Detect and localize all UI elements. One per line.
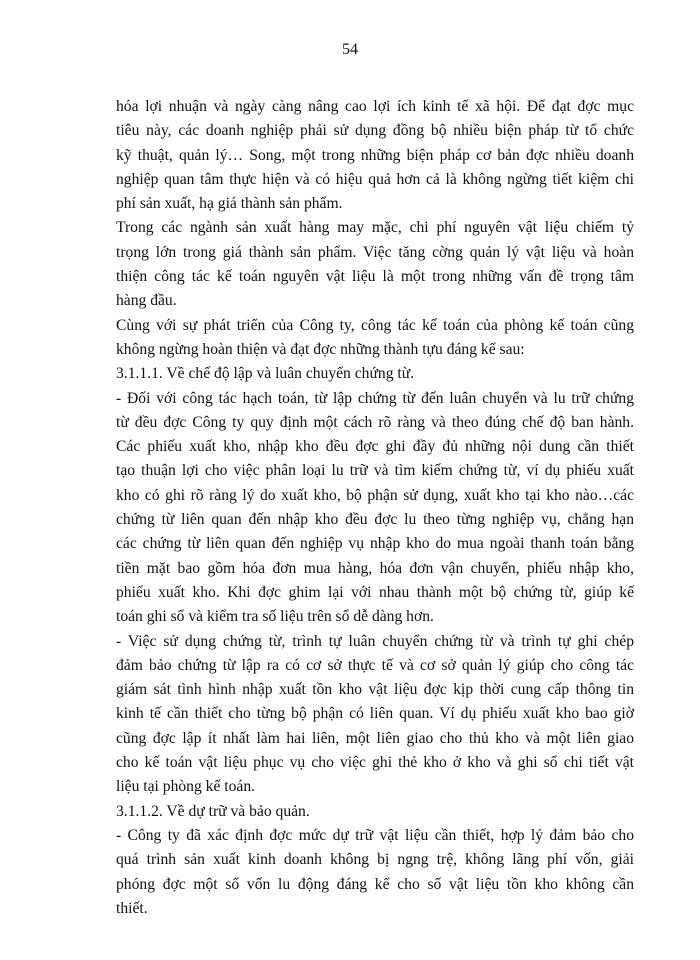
text-line: đảm bảo chứng từ lập ra có cơ sở thực tế và cơ sở quản lý giúp cho công tác bbox=[116, 656, 634, 674]
text-line: từ đều đợc Công ty quy định một cách rõ ràng và theo đúng chế độ ban hành. bbox=[116, 413, 634, 431]
text-line: chứng từ liên quan đến nhập kho đều đợc lu theo từng nghiệp vụ, chẳng hạn bbox=[116, 511, 634, 529]
text-line: thiết. bbox=[116, 899, 148, 917]
text-line: toán ghi sổ và kiểm tra số liệu trên sổ dễ dàng hơn. bbox=[116, 608, 434, 626]
document-body bbox=[116, 95, 634, 921]
text-line: không ngừng hoàn thiện và đạt đợc những thành tựu đáng kể sau: bbox=[116, 340, 525, 358]
text-line: kỹ thuật, quản lý… Song, một trong những biện pháp cơ bản đợc nhiều doanh bbox=[116, 146, 634, 164]
text-line: - Đối với công tác hạch toán, từ lập chứng từ đến luân chuyển và lu trữ chứng bbox=[116, 389, 634, 407]
text-line: phóng đợc một số vốn lu động đáng kể cho số vật liệu tồn kho không cần bbox=[116, 875, 634, 893]
text-line: giám sát tình hình nhập xuất tồn kho vật liệu đợc kịp thời cung cấp thông tin bbox=[116, 681, 634, 699]
text-line: Trong các ngành sản xuất hàng may mặc, chi phí nguyên vật liệu chiếm tỷ bbox=[116, 219, 634, 237]
text-line: liệu tại phòng kế toán. bbox=[116, 778, 256, 796]
text-line: các chứng từ liên quan đến nghiệp vụ nhập kho do mua ngoài thanh toán bằng bbox=[116, 535, 634, 553]
text-line: - Công ty đã xác định đợc mức dự trữ vật liệu cần thiết, hợp lý đảm bảo cho bbox=[116, 826, 634, 844]
text-line: 3.1.1.1. Về chế độ lập và luân chuyển chứng từ. bbox=[116, 365, 415, 383]
text-line: tạo thuận lợi cho việc phân loại lu trữ và tìm kiếm chứng từ, ví dụ phiếu xuất bbox=[116, 462, 634, 480]
text-line: thiện công tác kế toán nguyên vật liệu là một trong những vấn đề trọng tâm bbox=[116, 268, 634, 286]
text-line: nghiệp quan tâm thực hiện và có hiệu quả hơn cả là không ngừng tiết kiệm chi bbox=[116, 170, 634, 188]
text-line: cũng đợc lập ít nhất làm hai liên, một liên giao cho thủ kho và một liên giao bbox=[116, 729, 634, 747]
text-line: tiêu này, các doanh nghiệp phải sử dụng đồng bộ nhiều biện pháp từ tổ chức bbox=[116, 122, 634, 140]
text-line: 3.1.1.2. Về dự trữ và bảo quản. bbox=[116, 802, 310, 820]
text-line: Cùng với sự phát triển của Công ty, công tác kế toán của phòng kế toán cũng bbox=[116, 316, 634, 334]
text-line: hàng đầu. bbox=[116, 292, 177, 310]
text-line: trọng lớn trong giá thành sản phẩm. Việc tăng cờng quản lý vật liệu và hoàn bbox=[116, 243, 634, 261]
text-line: cho kế toán vật liệu phục vụ cho việc ghi thẻ kho ở kho và ghi sổ chi tiết vật bbox=[116, 754, 634, 772]
text-line: kho có ghi rõ ràng lý do xuất kho, bộ phận sử dụng, xuất kho tại kho nào…các bbox=[116, 486, 634, 504]
text-line: hóa lợi nhuận và ngày càng nâng cao lợi ích kinh tế xã hội. Để đạt đợc mục bbox=[116, 98, 634, 115]
text-line: Các phiếu xuất kho, nhập kho đều đợc ghi đầy đủ những nội dung cần thiết bbox=[116, 438, 634, 456]
text-line: - Việc sử dụng chứng từ, trình tự luân chuyển chứng từ và trình tự ghi chép bbox=[116, 632, 634, 650]
text-line: tiền mặt bao gồm hóa đơn mua hàng, hóa đơn vận chuyển, phiếu nhập kho, bbox=[116, 559, 634, 577]
page-number: 54 bbox=[342, 41, 358, 58]
text-line: kinh tế cần thiết cho từng bộ phận có liên quan. Ví dụ phiếu xuất kho bao giờ bbox=[116, 705, 634, 723]
text-line: quá trình sản xuất kinh doanh không bị ngng trệ, không lãng phí vốn, giải bbox=[116, 851, 634, 869]
text-line: phí sản xuất, hạ giá thành sản phẩm. bbox=[116, 195, 343, 213]
text-line: phiếu xuất kho. Khi đợc ghim lại với nhau thành một bộ chứng từ, giúp kế bbox=[116, 583, 634, 601]
